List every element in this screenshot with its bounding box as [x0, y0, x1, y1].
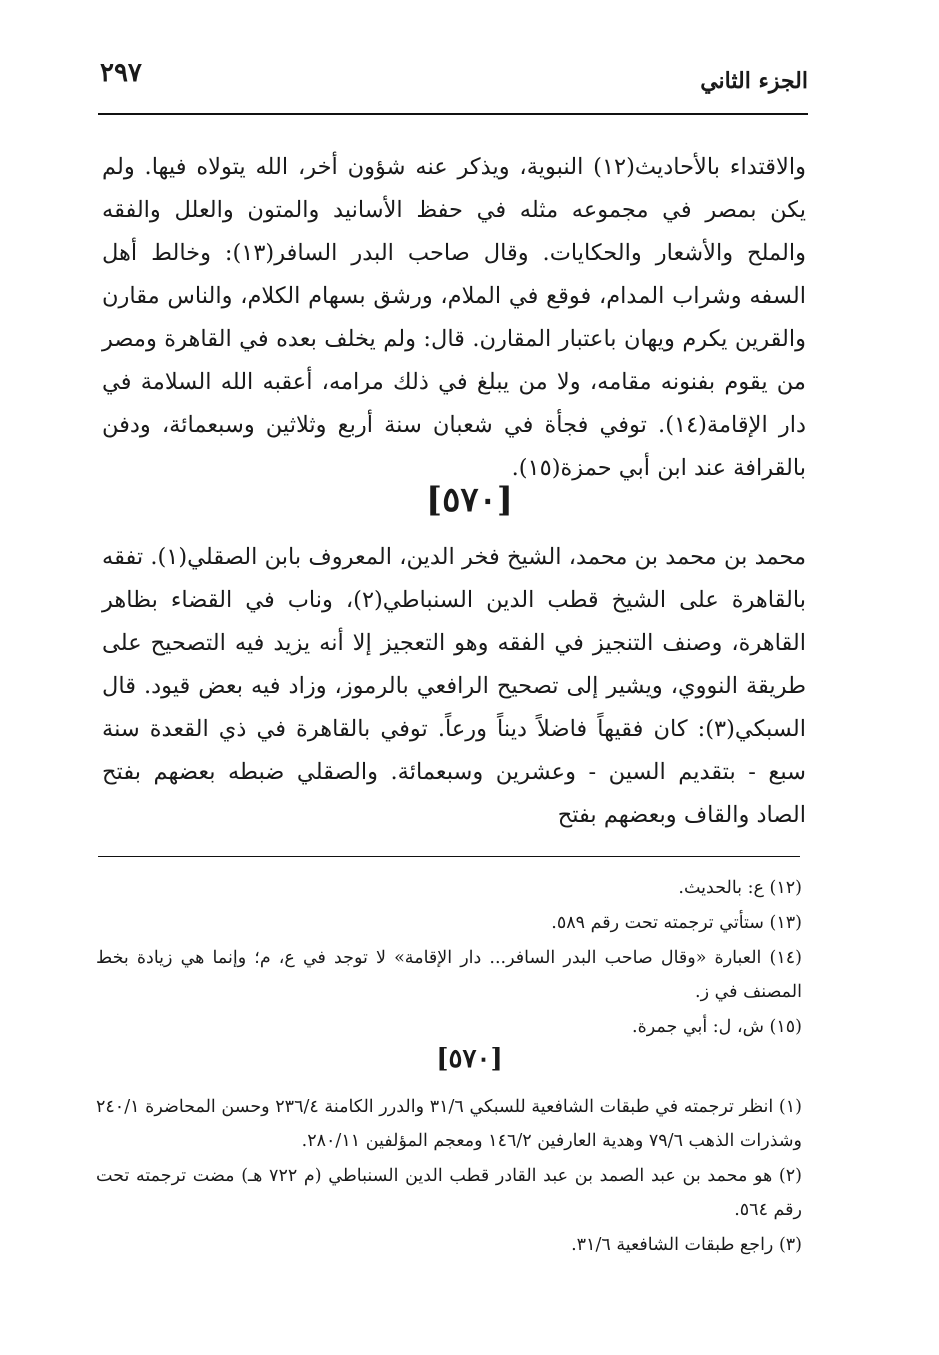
body-paragraph-1: والاقتداء بالأحاديث(١٢) النبوية، ويذكر عنه شؤون أخر، الله يتولاه فيها. ولم يكن بمصر في مجموعه مثله في حفظ الأسانيد والمتون والعلل والفقه والملح والأشعار والحكايات. وقال صاحب البدر السافر(١٣): وخالط أهل السفه وشراب المدام، فوقع في الملام، ورشق بسهام الكلام، والناس مقارن والقرين يكرم ويهان باعتبار المقارن. قال: ولم يخلف بعده في القاهرة ومصر من يقوم بفنونه مقامه، ولا من يبلغ في ذلك مرامه، أعقبه الله السلامة في دار الإقامة(١٤). توفي فجأة في شعبان سنة أربع وثلاثين وسبعمائة، ودفن بالقرافة عند ابن أبي حمزة(١٥).	[102, 154, 806, 481]
footnotes-group-2	[96, 1090, 802, 1263]
footnote-12: (١٢) ع: بالحديث.	[678, 878, 802, 898]
page-number: ٢٩٧	[100, 58, 142, 88]
running-head	[100, 58, 808, 98]
footnote-rule	[98, 856, 800, 857]
entry-number-heading: [٥٧٠]	[426, 480, 513, 520]
part-title: الجزء الثاني	[700, 68, 808, 94]
footnote-15: (١٥) ش، ل: أبي جمرة.	[632, 1017, 802, 1037]
footnote-1: (١) انظر ترجمته في طبقات الشافعية للسبكي ٣١/٦ والدرر الكامنة ٢٣٦/٤ وحسن المحاضرة ٢٤٠/١ وشذرات الذهب ٧٩/٦ وهدية العارفين ١٤٦/٢ ومعجم المؤلفين ٢٨٠/١١.	[96, 1097, 802, 1151]
footnote-14: (١٤) العبارة «وقال صاحب البدر السافر... دار الإقامة» لا توجد في ع، م؛ وإنما هي زيادة بخط المصنف في ز.	[96, 948, 802, 1002]
footnote-3: (٣) راجع طبقات الشافعية ٣١/٦.	[571, 1235, 802, 1255]
footnote-13: (١٣) ستأتي ترجمته تحت رقم ٥٨٩.	[551, 913, 802, 933]
header-rule	[98, 113, 808, 115]
footnotes-group-1	[96, 871, 802, 1045]
footnote-2: (٢) هو محمد بن عبد الصمد بن عبد القادر قطب الدين السنباطي (م ٧٢٢ هـ) مضت ترجمته تحت رقم ٥٦٤.	[96, 1166, 802, 1220]
body-paragraph-2: محمد بن محمد بن محمد، الشيخ فخر الدين، المعروف بابن الصقلي(١). تفقه بالقاهرة على الشيخ قطب الدين السنباطي(٢)، وناب في القضاء بظاهر القاهرة، وصنف التنجيز في الفقه وهو التعجيز إلا أنه يزيد فيه التصحيح على طريقة النووي، ويشير إلى تصحيح الرافعي بالرموز، وزاد فيه بعض قيود. قال السبكي(٣): كان فقيهاً فاضلاً ديناً ورعاً. توفي بالقاهرة في ذي القعدة سنة سبع - بتقديم السين - وعشرين وسبعمائة. والصقلي ضبطه بعضهم بفتح الصاد والقاف وبعضهم بفتح	[102, 544, 807, 828]
footnote-entry-heading: [٥٧٠]	[436, 1044, 503, 1074]
